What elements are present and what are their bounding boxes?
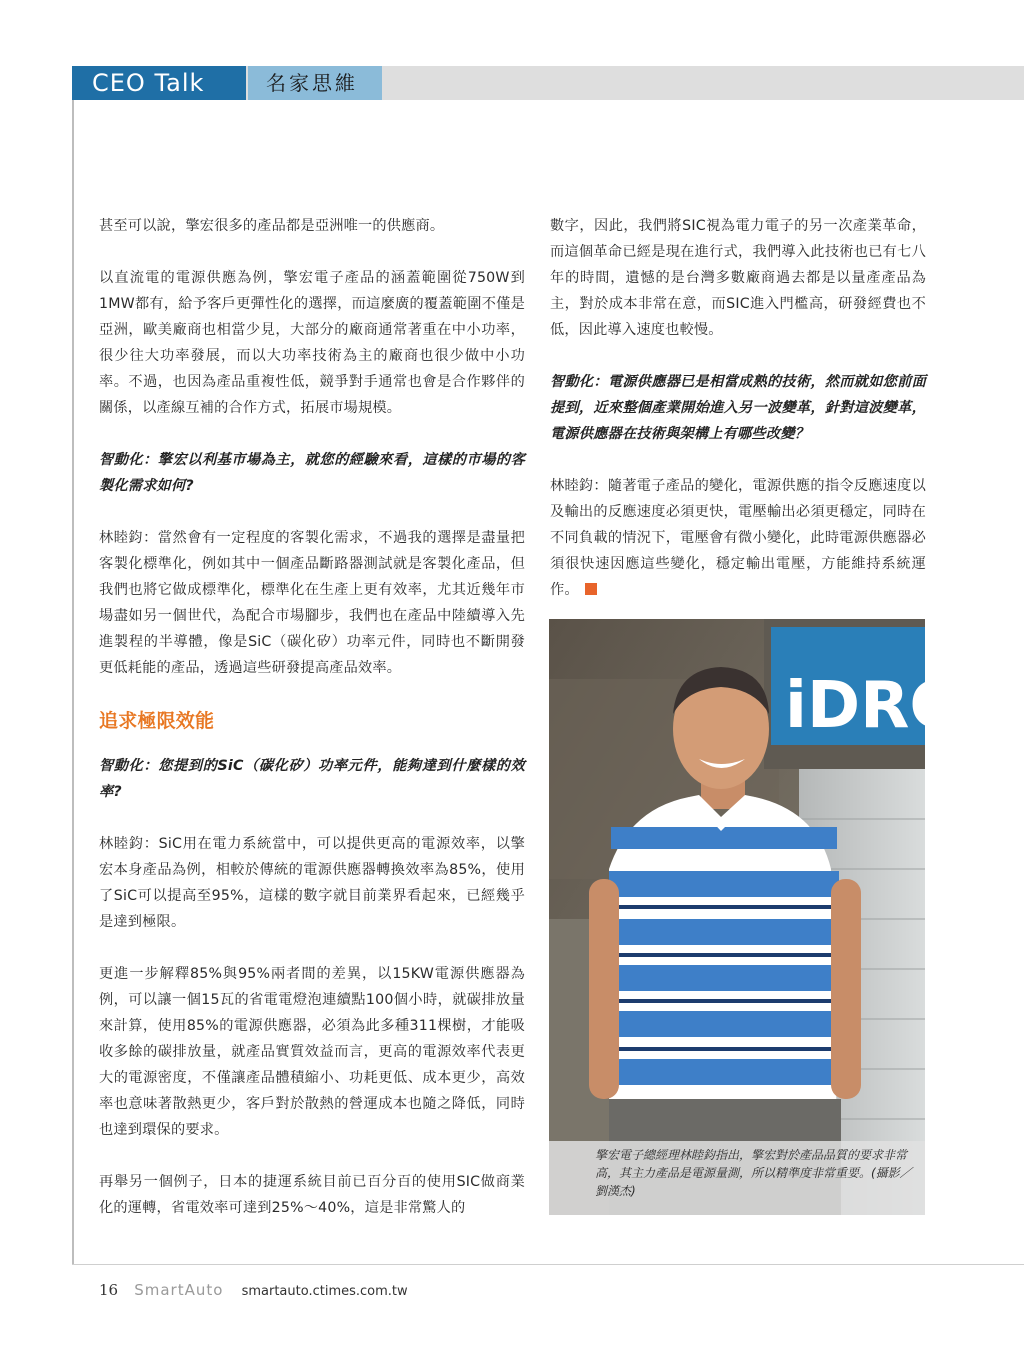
column-title: 名家思維 — [248, 66, 382, 100]
page-number: 16 — [99, 1281, 119, 1299]
portrait-photo — [549, 619, 957, 1215]
paragraph: 林睦鈞：SiC用在電力系統當中，可以提供更高的電源效率，以擎宏本身產品為例，相較於傳統的電源供應器轉換效率為85%，使用了SiC可以提高至95%，這樣的數字就目前業界看起來，已經幾乎是達到極限。 — [99, 836, 525, 930]
paragraph: 更進一步解釋85%與95%兩者間的差異，以15KW電源供應器為例，可以讓一個15瓦的省電電燈泡連續點100個小時，就碳排放量來計算，使用85%的電源供應器，必須為此多種311棵樹，才能吸收多餘的碳排放量，就產品實質效益而言，更高的電源效率代表更大的電源密度，不僅讓產品體積縮小、功耗更低、成本更少，高效率也意味著散熱更少，客戶對於散熱的營運成本也隨之降低，同時也達到環保的要求。 — [99, 966, 525, 1138]
photo-caption: 擎宏電子總經理林睦鈞指出，擎宏對於產品品質的要求非常高，其主力產品是電源量測，所以精準度非常重要。(攝影／劉漢杰) — [549, 1141, 925, 1215]
magazine-brand: SmartAuto — [134, 1281, 224, 1299]
end-mark-icon — [585, 583, 597, 595]
page-footer — [99, 1281, 408, 1299]
article-left-column — [99, 213, 525, 1247]
section-header — [72, 66, 1024, 100]
left-rule — [72, 100, 74, 1265]
ceo-talk-label: CEO Talk — [72, 66, 246, 100]
portrait-illustration — [549, 619, 957, 1215]
paragraph: 林睦鈞：當然會有一定程度的客製化需求，不過我的選擇是盡量把客製化標準化，例如其中一個產品斷路器測試就是客製化產品，但我們也將它做成標準化，標準化在生產上更有效率，尤其近幾年市場盡如另一個世代，為配合市場腳步，我們也在產品中陸續導入先進製程的半導體，像是SiC（碳化矽）功率元件，同時也不斷開發更低耗能的產品，透過這些研發提高產品效率。 — [99, 530, 525, 676]
paragraph: 再舉另一個例子，日本的捷運系統目前已百分百的使用SIC做商業化的運轉，省電效率可達到25%～40%，這是非常驚人的 — [99, 1174, 525, 1216]
website-url: smartauto.ctimes.com.tw — [241, 1284, 408, 1299]
paragraph-text: 林睦鈞：隨著電子產品的變化，電源供應的指令反應速度以及輸出的反應速度必須更快，電壓輸出必須更穩定，同時在不同負載的情況下，電壓會有微小變化，此時電源供應器必須很快速因應這些變化，穩定輸出電壓，方能維持系統運作。 — [550, 478, 926, 598]
paragraph: 甚至可以說，擎宏很多的產品都是亞洲唯一的供應商。 — [99, 218, 445, 234]
paragraph: 數字，因此，我們將SIC視為電力電子的另一次產業革命，而這個革命已經是現在進行式，我們導入此技術也已有七八年的時間，遺憾的是台灣多數廠商過去都是以量產產品為主，對於成本非常在意，而SIC進入門檻高，研發經費也不低，因此導入速度也較慢。 — [550, 218, 926, 338]
paragraph — [550, 473, 926, 603]
section-heading: 追求極限效能 — [99, 710, 215, 732]
interview-question: 智動化：您提到的SiC（碳化矽）功率元件，能夠達到什麼樣的效率? — [99, 758, 525, 800]
article-right-column — [550, 213, 926, 629]
footer-rule — [72, 1264, 1024, 1265]
idrc-sign: iDRC — [785, 669, 957, 743]
interview-question: 智動化：電源供應器已是相當成熟的技術，然而就如您前面提到，近來整個產業開始進入另一波變革，針對這波變革，電源供應器在技術與架構上有哪些改變？ — [550, 374, 926, 442]
interview-question: 智動化：擎宏以利基市場為主，就您的經驗來看，這樣的市場的客製化需求如何? — [99, 452, 525, 494]
paragraph: 以直流電的電源供應為例，擎宏電子產品的涵蓋範圍從750W到1MW都有，給予客戶更彈性化的選擇，而這麼廣的覆蓋範圍不僅是亞洲，歐美廠商也相當少見，大部分的廠商通常著重在中小功率，很少往大功率發展，而以大功率技術為主的廠商也很少做中小功率。不過，也因為產品重複性低，競爭對手通常也會是合作夥伴的關係，以產線互補的合作方式，拓展市場規模。 — [99, 270, 525, 416]
